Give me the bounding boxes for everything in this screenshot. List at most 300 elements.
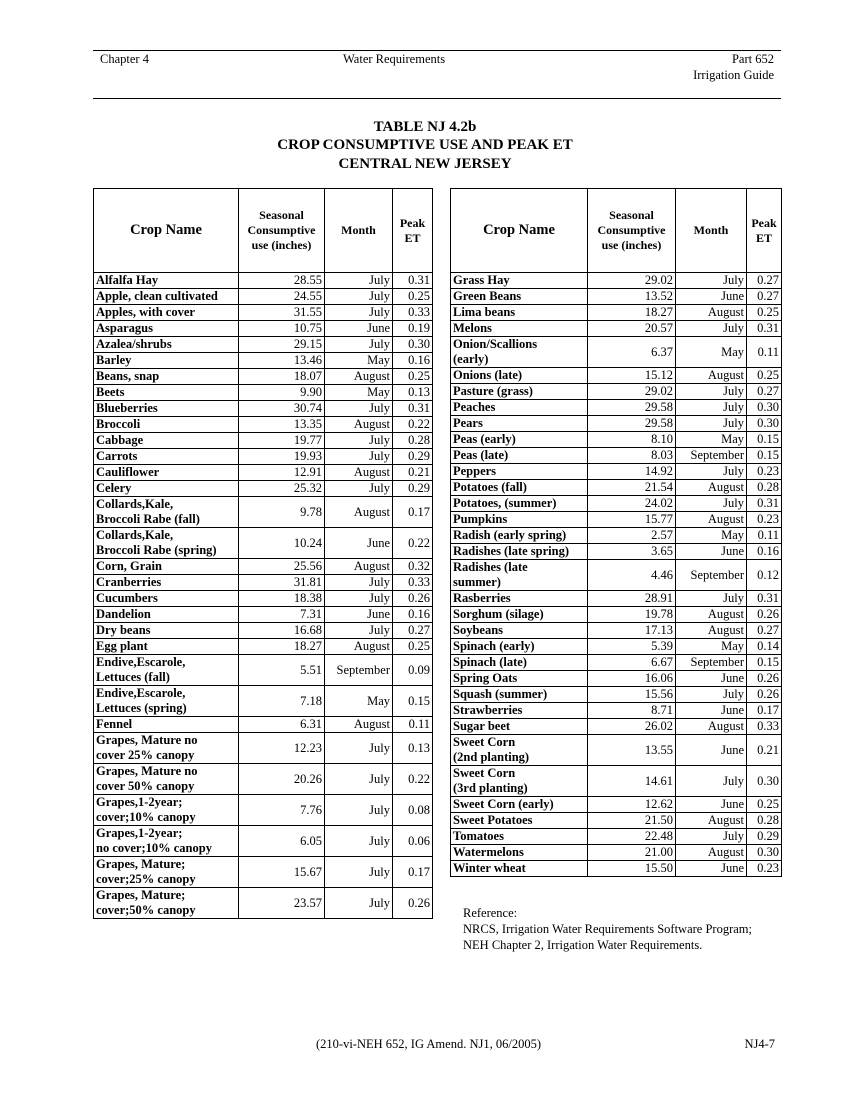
- peak-et-cell: 0.15: [747, 655, 782, 671]
- peak-et-cell: 0.23: [747, 512, 782, 528]
- table-row: [94, 655, 433, 686]
- seasonal-use-cell: 22.48: [588, 829, 676, 845]
- table-row: [451, 464, 782, 480]
- month-cell: June: [325, 528, 393, 559]
- table-row: [451, 766, 782, 797]
- table-row: [94, 465, 433, 481]
- table-title-line2: CROP CONSUMPTIVE USE AND PEAK ET: [277, 137, 573, 153]
- month-cell: May: [676, 639, 747, 655]
- seasonal-use-cell: 7.76: [239, 795, 325, 826]
- peak-et-cell: 0.16: [747, 544, 782, 560]
- month-cell: July: [676, 464, 747, 480]
- month-cell: August: [325, 717, 393, 733]
- col-header-peak-et: [393, 189, 433, 273]
- table-row: [451, 703, 782, 719]
- peak-et-cell: 0.17: [747, 703, 782, 719]
- month-cell: August: [676, 607, 747, 623]
- table-row: [451, 719, 782, 735]
- seasonal-use-cell: 6.37: [588, 337, 676, 368]
- seasonal-use-cell: 6.67: [588, 655, 676, 671]
- crop-name-cell: Peppers: [451, 464, 588, 480]
- col-header-month: Month: [325, 189, 393, 273]
- crop-name-cell: Grapes,1-2year; cover;10% canopy: [94, 795, 239, 826]
- crop-name-cell: Corn, Grain: [94, 559, 239, 575]
- month-cell: June: [325, 607, 393, 623]
- peak-et-cell: 0.12: [747, 560, 782, 591]
- seasonal-use-cell: 25.32: [239, 481, 325, 497]
- table-row: [451, 829, 782, 845]
- peak-et-cell: 0.33: [393, 575, 433, 591]
- table-row: [451, 797, 782, 813]
- crop-name-cell: Broccoli: [94, 417, 239, 433]
- table-row: [451, 448, 782, 464]
- month-cell: June: [676, 861, 747, 877]
- seasonal-use-cell: 14.92: [588, 464, 676, 480]
- table-row: [451, 544, 782, 560]
- crop-name-cell: Asparagus: [94, 321, 239, 337]
- month-cell: July: [676, 766, 747, 797]
- peak-et-cell: 0.26: [393, 888, 433, 919]
- month-cell: July: [676, 687, 747, 703]
- table-row: [451, 416, 782, 432]
- seasonal-use-cell: 15.77: [588, 512, 676, 528]
- table-row: [451, 496, 782, 512]
- month-cell: August: [325, 497, 393, 528]
- month-cell: September: [325, 655, 393, 686]
- peak-et-cell: 0.27: [747, 289, 782, 305]
- peak-et-cell: 0.21: [393, 465, 433, 481]
- month-cell: August: [325, 369, 393, 385]
- seasonal-use-cell: 24.02: [588, 496, 676, 512]
- seasonal-use-cell: 4.46: [588, 560, 676, 591]
- seasonal-use-cell: 12.23: [239, 733, 325, 764]
- month-cell: July: [325, 857, 393, 888]
- peak-et-cell: 0.25: [747, 368, 782, 384]
- table-row: [451, 639, 782, 655]
- month-cell: July: [676, 400, 747, 416]
- peak-et-cell: 0.27: [747, 623, 782, 639]
- seasonal-use-cell: 13.52: [588, 289, 676, 305]
- col-header-seasonal-use: [588, 189, 676, 273]
- peak-et-cell: 0.30: [747, 766, 782, 797]
- crop-name-cell: Apple, clean cultivated: [94, 289, 239, 305]
- peak-et-cell: 0.22: [393, 417, 433, 433]
- header-chapter: Chapter 4: [100, 52, 149, 66]
- table-row: [94, 607, 433, 623]
- table-row: [94, 401, 433, 417]
- month-cell: August: [676, 512, 747, 528]
- month-cell: July: [325, 289, 393, 305]
- table-row: [94, 591, 433, 607]
- crop-name-cell: Soybeans: [451, 623, 588, 639]
- peak-et-cell: 0.09: [393, 655, 433, 686]
- crop-name-cell: Grapes, Mature; cover;25% canopy: [94, 857, 239, 888]
- table-row: [451, 607, 782, 623]
- crop-name-cell: Fennel: [94, 717, 239, 733]
- month-cell: August: [325, 559, 393, 575]
- crop-name-cell: Radishes (late summer): [451, 560, 588, 591]
- table-row: [94, 857, 433, 888]
- crop-name-cell: Blueberries: [94, 401, 239, 417]
- crop-name-cell: Strawberries: [451, 703, 588, 719]
- seasonal-use-cell: 18.38: [239, 591, 325, 607]
- seasonal-use-cell: 29.58: [588, 400, 676, 416]
- seasonal-use-cell: 15.56: [588, 687, 676, 703]
- month-cell: August: [325, 465, 393, 481]
- month-cell: July: [676, 829, 747, 845]
- month-cell: August: [676, 813, 747, 829]
- crop-name-cell: Alfalfa Hay: [94, 273, 239, 289]
- crop-name-cell: Beets: [94, 385, 239, 401]
- table-row: [451, 273, 782, 289]
- seasonal-use-cell: 19.93: [239, 449, 325, 465]
- seasonal-use-cell: 5.39: [588, 639, 676, 655]
- seasonal-use-cell: 13.35: [239, 417, 325, 433]
- peak-et-cell: 0.06: [393, 826, 433, 857]
- peak-et-cell: 0.26: [747, 687, 782, 703]
- seasonal-use-cell: 6.05: [239, 826, 325, 857]
- month-cell: September: [676, 560, 747, 591]
- peak-et-cell: 0.13: [393, 385, 433, 401]
- crop-name-cell: Grapes, Mature no cover 50% canopy: [94, 764, 239, 795]
- col-header-seasonal-line2: Consumptive: [597, 223, 666, 237]
- seasonal-use-cell: 9.78: [239, 497, 325, 528]
- table-row: [451, 337, 782, 368]
- month-cell: August: [325, 639, 393, 655]
- col-header-seasonal-line3: use (inches): [251, 238, 312, 252]
- table-row: [451, 735, 782, 766]
- month-cell: July: [325, 795, 393, 826]
- table-row: [94, 273, 433, 289]
- table-row: [451, 528, 782, 544]
- peak-et-cell: 0.25: [747, 305, 782, 321]
- month-cell: August: [676, 480, 747, 496]
- table-row: [451, 845, 782, 861]
- crop-name-cell: Cucumbers: [94, 591, 239, 607]
- peak-et-cell: 0.22: [393, 764, 433, 795]
- table-row: [451, 813, 782, 829]
- peak-et-cell: 0.33: [747, 719, 782, 735]
- peak-et-cell: 0.31: [747, 321, 782, 337]
- table-row: [451, 861, 782, 877]
- table-row: [451, 400, 782, 416]
- month-cell: July: [676, 591, 747, 607]
- reference-label: Reference:: [463, 906, 518, 920]
- table-row: [451, 623, 782, 639]
- seasonal-use-cell: 31.81: [239, 575, 325, 591]
- col-header-peak-line2: ET: [404, 230, 421, 245]
- peak-et-cell: 0.21: [747, 735, 782, 766]
- peak-et-cell: 0.23: [747, 464, 782, 480]
- month-cell: May: [325, 385, 393, 401]
- peak-et-cell: 0.27: [747, 273, 782, 289]
- crop-table-right: [450, 188, 782, 877]
- crop-name-cell: Cranberries: [94, 575, 239, 591]
- crop-table-left: [93, 188, 433, 919]
- peak-et-cell: 0.08: [393, 795, 433, 826]
- month-cell: July: [325, 764, 393, 795]
- crop-name-cell: Celery: [94, 481, 239, 497]
- table-row: [94, 353, 433, 369]
- peak-et-cell: 0.26: [747, 671, 782, 687]
- month-cell: July: [325, 481, 393, 497]
- seasonal-use-cell: 15.12: [588, 368, 676, 384]
- crop-name-cell: Spinach (early): [451, 639, 588, 655]
- peak-et-cell: 0.28: [747, 480, 782, 496]
- crop-name-cell: Barley: [94, 353, 239, 369]
- crop-name-cell: Peaches: [451, 400, 588, 416]
- month-cell: June: [676, 735, 747, 766]
- seasonal-use-cell: 18.07: [239, 369, 325, 385]
- month-cell: August: [676, 623, 747, 639]
- month-cell: June: [676, 703, 747, 719]
- peak-et-cell: 0.25: [393, 369, 433, 385]
- col-header-peak-line2: ET: [755, 230, 772, 245]
- peak-et-cell: 0.31: [747, 591, 782, 607]
- crop-name-cell: Grapes, Mature no cover 25% canopy: [94, 733, 239, 764]
- col-header-peak-et: [747, 189, 782, 273]
- month-cell: June: [676, 289, 747, 305]
- seasonal-use-cell: 10.24: [239, 528, 325, 559]
- month-cell: June: [676, 544, 747, 560]
- crop-name-cell: Beans, snap: [94, 369, 239, 385]
- col-header-peak-line1: Peak: [399, 215, 426, 230]
- peak-et-cell: 0.25: [747, 797, 782, 813]
- table-row: [451, 384, 782, 400]
- peak-et-cell: 0.13: [393, 733, 433, 764]
- table-row: [94, 686, 433, 717]
- col-header-seasonal-line1: Seasonal: [259, 208, 304, 222]
- table-row: [94, 385, 433, 401]
- crop-name-cell: Tomatoes: [451, 829, 588, 845]
- crop-name-cell: Pumpkins: [451, 512, 588, 528]
- crop-name-cell: Pears: [451, 416, 588, 432]
- month-cell: June: [676, 671, 747, 687]
- table-row: [451, 560, 782, 591]
- crop-name-cell: Sweet Corn (early): [451, 797, 588, 813]
- peak-et-cell: 0.11: [747, 528, 782, 544]
- peak-et-cell: 0.28: [747, 813, 782, 829]
- month-cell: May: [676, 337, 747, 368]
- peak-et-cell: 0.30: [747, 845, 782, 861]
- crop-name-cell: Onions (late): [451, 368, 588, 384]
- crop-name-cell: Melons: [451, 321, 588, 337]
- table-row: [451, 655, 782, 671]
- crop-name-cell: Potatoes, (summer): [451, 496, 588, 512]
- month-cell: July: [676, 416, 747, 432]
- month-cell: July: [676, 384, 747, 400]
- crop-name-cell: Dry beans: [94, 623, 239, 639]
- table-row: [94, 795, 433, 826]
- seasonal-use-cell: 2.57: [588, 528, 676, 544]
- crop-name-cell: Endive,Escarole, Lettuces (spring): [94, 686, 239, 717]
- peak-et-cell: 0.11: [747, 337, 782, 368]
- seasonal-use-cell: 13.46: [239, 353, 325, 369]
- seasonal-use-cell: 20.26: [239, 764, 325, 795]
- table-row: [94, 826, 433, 857]
- table-header-row: [94, 189, 433, 273]
- crop-name-cell: Sweet Corn (3rd planting): [451, 766, 588, 797]
- peak-et-cell: 0.14: [747, 639, 782, 655]
- seasonal-use-cell: 28.91: [588, 591, 676, 607]
- seasonal-use-cell: 14.61: [588, 766, 676, 797]
- month-cell: July: [325, 826, 393, 857]
- peak-et-cell: 0.26: [747, 607, 782, 623]
- table-row: [451, 671, 782, 687]
- crop-name-cell: Rasberries: [451, 591, 588, 607]
- crop-name-cell: Sweet Corn (2nd planting): [451, 735, 588, 766]
- crop-name-cell: Azalea/shrubs: [94, 337, 239, 353]
- month-cell: August: [676, 719, 747, 735]
- header-bottom-rule: [93, 98, 781, 99]
- seasonal-use-cell: 23.57: [239, 888, 325, 919]
- table-row: [94, 717, 433, 733]
- table-row: [451, 305, 782, 321]
- table-row: [94, 289, 433, 305]
- crop-name-cell: Egg plant: [94, 639, 239, 655]
- crop-name-cell: Grapes,1-2year; no cover;10% canopy: [94, 826, 239, 857]
- month-cell: May: [676, 432, 747, 448]
- peak-et-cell: 0.26: [393, 591, 433, 607]
- month-cell: August: [676, 845, 747, 861]
- col-header-seasonal-line1: Seasonal: [609, 208, 654, 222]
- peak-et-cell: 0.29: [393, 481, 433, 497]
- col-header-peak-line1: Peak: [751, 215, 777, 230]
- table-row: [94, 888, 433, 919]
- table-row: [94, 337, 433, 353]
- crop-name-cell: Pasture (grass): [451, 384, 588, 400]
- peak-et-cell: 0.31: [393, 273, 433, 289]
- month-cell: July: [676, 321, 747, 337]
- reference-note: [463, 905, 763, 953]
- peak-et-cell: 0.27: [393, 623, 433, 639]
- seasonal-use-cell: 8.03: [588, 448, 676, 464]
- table-row: [94, 481, 433, 497]
- crop-name-cell: Grapes, Mature; cover;50% canopy: [94, 888, 239, 919]
- seasonal-use-cell: 7.18: [239, 686, 325, 717]
- table-row: [94, 321, 433, 337]
- seasonal-use-cell: 26.02: [588, 719, 676, 735]
- seasonal-use-cell: 7.31: [239, 607, 325, 623]
- month-cell: June: [676, 797, 747, 813]
- month-cell: July: [325, 591, 393, 607]
- seasonal-use-cell: 21.00: [588, 845, 676, 861]
- table-row: [94, 417, 433, 433]
- seasonal-use-cell: 16.06: [588, 671, 676, 687]
- crop-name-cell: Peas (early): [451, 432, 588, 448]
- crop-name-cell: Winter wheat: [451, 861, 588, 877]
- peak-et-cell: 0.31: [393, 401, 433, 417]
- table-row: [94, 639, 433, 655]
- month-cell: July: [325, 623, 393, 639]
- peak-et-cell: 0.15: [747, 448, 782, 464]
- crop-name-cell: Endive,Escarole, Lettuces (fall): [94, 655, 239, 686]
- month-cell: July: [325, 401, 393, 417]
- seasonal-use-cell: 9.90: [239, 385, 325, 401]
- peak-et-cell: 0.30: [747, 416, 782, 432]
- seasonal-use-cell: 25.56: [239, 559, 325, 575]
- month-cell: September: [676, 448, 747, 464]
- table-row: [94, 449, 433, 465]
- crop-name-cell: Apples, with cover: [94, 305, 239, 321]
- seasonal-use-cell: 12.62: [588, 797, 676, 813]
- table-row: [451, 512, 782, 528]
- crop-name-cell: Watermelons: [451, 845, 588, 861]
- seasonal-use-cell: 13.55: [588, 735, 676, 766]
- table-row: [94, 305, 433, 321]
- month-cell: July: [325, 337, 393, 353]
- seasonal-use-cell: 15.50: [588, 861, 676, 877]
- crop-name-cell: Cabbage: [94, 433, 239, 449]
- peak-et-cell: 0.29: [393, 449, 433, 465]
- peak-et-cell: 0.30: [393, 337, 433, 353]
- month-cell: May: [676, 528, 747, 544]
- peak-et-cell: 0.15: [393, 686, 433, 717]
- peak-et-cell: 0.25: [393, 639, 433, 655]
- month-cell: July: [325, 888, 393, 919]
- peak-et-cell: 0.17: [393, 857, 433, 888]
- peak-et-cell: 0.28: [393, 433, 433, 449]
- peak-et-cell: 0.11: [393, 717, 433, 733]
- seasonal-use-cell: 12.91: [239, 465, 325, 481]
- month-cell: August: [676, 305, 747, 321]
- table-header-row: [451, 189, 782, 273]
- crop-name-cell: Collards,Kale, Broccoli Rabe (spring): [94, 528, 239, 559]
- crop-name-cell: Radishes (late spring): [451, 544, 588, 560]
- seasonal-use-cell: 17.13: [588, 623, 676, 639]
- seasonal-use-cell: 21.50: [588, 813, 676, 829]
- table-row: [451, 591, 782, 607]
- table-row: [451, 480, 782, 496]
- crop-name-cell: Dandelion: [94, 607, 239, 623]
- footer-page-number: NJ4-7: [744, 1037, 775, 1051]
- month-cell: July: [325, 575, 393, 591]
- seasonal-use-cell: 5.51: [239, 655, 325, 686]
- crop-name-cell: Peas (late): [451, 448, 588, 464]
- seasonal-use-cell: 18.27: [239, 639, 325, 655]
- seasonal-use-cell: 30.74: [239, 401, 325, 417]
- peak-et-cell: 0.31: [747, 496, 782, 512]
- month-cell: July: [325, 433, 393, 449]
- peak-et-cell: 0.25: [393, 289, 433, 305]
- seasonal-use-cell: 6.31: [239, 717, 325, 733]
- table-title-line1: TABLE NJ 4.2b: [373, 119, 477, 135]
- table-row: [451, 321, 782, 337]
- month-cell: July: [325, 449, 393, 465]
- crop-name-cell: Onion/Scallions (early): [451, 337, 588, 368]
- table-row: [94, 623, 433, 639]
- seasonal-use-cell: 19.78: [588, 607, 676, 623]
- month-cell: September: [676, 655, 747, 671]
- col-header-crop-name: Crop Name: [451, 189, 588, 273]
- seasonal-use-cell: 24.55: [239, 289, 325, 305]
- table-row: [451, 687, 782, 703]
- peak-et-cell: 0.23: [747, 861, 782, 877]
- footer-citation: (210-vi-NEH 652, IG Amend. NJ1, 06/2005): [316, 1037, 541, 1051]
- table-row: [94, 528, 433, 559]
- table-row: [94, 497, 433, 528]
- seasonal-use-cell: 10.75: [239, 321, 325, 337]
- peak-et-cell: 0.16: [393, 607, 433, 623]
- seasonal-use-cell: 29.58: [588, 416, 676, 432]
- month-cell: August: [676, 368, 747, 384]
- crop-name-cell: Squash (summer): [451, 687, 588, 703]
- col-header-month: Month: [676, 189, 747, 273]
- col-header-crop-name: Crop Name: [94, 189, 239, 273]
- peak-et-cell: 0.15: [747, 432, 782, 448]
- month-cell: July: [325, 273, 393, 289]
- month-cell: August: [325, 417, 393, 433]
